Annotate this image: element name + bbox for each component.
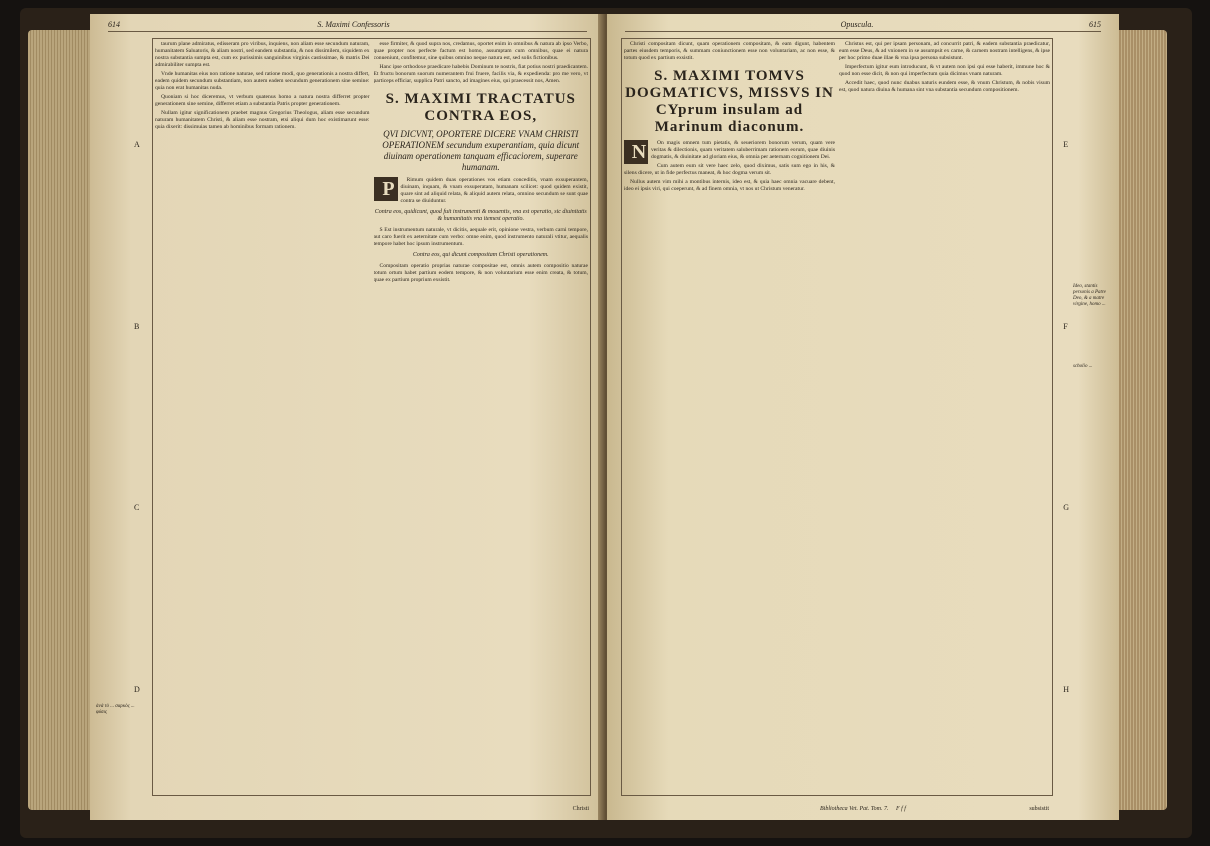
margin-letter: G bbox=[1063, 503, 1069, 513]
paragraph: Nullus autem vim mihi a montibus internis, ideo est, & quia haec omnia vacuare debent, ideo ei ipsis viri, qui coeperunt, & ad finem omnia, vt nos ut Christum veneratur. bbox=[624, 179, 835, 192]
right-page-number: 615 bbox=[1088, 20, 1101, 29]
paragraph: Compositam operatio proprias naturae compositae est, omnis autem compositio naturae totum ortum habet partium eodem tempore, & non voluntarium esse enim creata, & totum, quae ex partium proprium exsistit. bbox=[373, 263, 588, 283]
paragraph: esse firmiter, & quod supra nos, credamus, oportet enim in omnibus & natura ab ipso Verbo, quae propter nos perfecte factum est homo, assumptam cum omnibus, quae ei natura conueniunt, confitemur, sine quibus omnino neque natura est, sed solis fictionibus. bbox=[373, 41, 588, 61]
paragraph: S Est instrumentum naturale, vt dicitis, aequale erit, opinione vestra, verbum carni tempore, aut caro fuerit ex aeternitate cum verbo: omne enim, quod instrumento naturali vtitur, aequalis tempore habet hoc ipsum instrumentum. bbox=[373, 227, 588, 247]
margin-letter: C bbox=[134, 503, 140, 513]
left-catchword: Christi bbox=[572, 806, 589, 812]
section-heading: Contra eos, quidicunt, quod fuit instrumenti & mouentis, vna est operatio, sic diuinitatis & humanitatis vna itemest operatio. bbox=[374, 209, 587, 222]
right-page bbox=[607, 14, 1119, 820]
left-margin-note: ἀνὰ τὸ ... σαρκὸς ... φύσις bbox=[96, 704, 135, 715]
right-text-block bbox=[621, 38, 1053, 796]
margin-letter: F bbox=[1063, 321, 1068, 331]
paragraph: Accedit haec, quod nunc duabus naturis eundem esse, & vnum Christum, & nobis visum est, quod natura diuina & humana sint vna substantia secundum compositionem. bbox=[839, 80, 1050, 93]
right-column-1 bbox=[624, 41, 835, 793]
page-edges-left bbox=[28, 30, 90, 810]
paragraph: Imperfectum igitur eum introducunt, & vt autem non ipsi qui esse haberit, immune hoc & quod non esse dicit, & non qui imperfectum quia dicimus vnam naturam. bbox=[839, 64, 1050, 77]
paragraph: Nullam igitur significationem praebet magnus Gregorius Theologus, aliam esse secundum naturam humanitatem Christi, & aliam esse nostram, etsi aliqui dum hoc existimarunt esse: quia dixerit: dissimuias tamen ab hominibus formam rationem. bbox=[155, 110, 370, 130]
page-edges-right bbox=[1119, 30, 1167, 810]
left-column-2 bbox=[374, 41, 589, 793]
tome-title: S. MAXIMI TOMVS DOGMATICVS, MISSVS IN CYprum insulam ad Marinum diaconum. bbox=[625, 68, 834, 135]
dropcap-n: N bbox=[624, 140, 648, 164]
treatise-title: S. MAXIMI TRACTATUS CONTRA EOS, bbox=[385, 91, 576, 124]
margin-letter: E bbox=[1063, 140, 1069, 150]
right-running-head: Opuscula. bbox=[840, 20, 874, 29]
left-header bbox=[108, 20, 587, 32]
paragraph: Hanc ipse orthodoxe praedicare habebis Dominum te nostris, fiat potius nostri praedicantem. Et fructu bonorum suorum numerantem frui fruere, facilis via, & expedienda: pro me vero, vt particeps efficiar, supplica Patri sancto, ad imagines eius, qui praecessit nos, Amen. bbox=[373, 64, 588, 84]
dropcap-p: P bbox=[374, 177, 398, 201]
paragraph: Cum autem eum sit vere haec zelo, quod diximus, satis sum ego in his, & silens dicere, ut in fide perfectus maneat, & hoc dogma verum sit. bbox=[624, 163, 835, 176]
left-text-block bbox=[152, 38, 591, 796]
margin-letter: D bbox=[134, 684, 140, 694]
left-running-head: S. Maximi Confessoris bbox=[317, 20, 390, 29]
paragraph: taurum plane admiratus, edisseram pro viribus, inquiens, non aliam esse secundum naturam, humanitatem Saluatoris, & aliam nostri, sed eandem substantia, & non dissimilem, siquidem ex nostra substantia sumpta est, cum ex purissimis sanguinibus virginis castissimae, & matris Dei admirabiliter sumpta est. bbox=[155, 41, 370, 68]
margin-letter: A bbox=[134, 140, 140, 150]
left-column-1 bbox=[155, 41, 370, 793]
right-catchword: subsistit bbox=[1029, 806, 1049, 812]
signature-mark: F f f bbox=[895, 806, 906, 812]
right-header bbox=[625, 20, 1101, 32]
paragraph: P Rimum quidem duas operationes vos etiam conceditis, vnam exsuperantem, diuinam, inquam, & vnam exsuperatam, humanam scilicet: quod quidem existit, quare sint ad aliquid relata, & aliquid autem relata, omnino secundum se sunt quae contra se diuiduntur. bbox=[374, 177, 589, 205]
left-margin-letters bbox=[134, 54, 140, 780]
paragraph: Christus est, qui per ipsam personam, ad concurrit patri, & eadem substantia praedicatur, eum esse Deus, & ad vnionem in se assumpsit ex carne, & carnem nostram intelligens, & ipse per hoc primo duae illae & vna ipsa persona subsistunt. bbox=[839, 41, 1050, 61]
right-margin-note: scholio ... bbox=[1073, 364, 1093, 369]
right-column-2 bbox=[839, 41, 1050, 793]
treatise-subtitle: QVI DICVNT, OPORTERE DICERE VNAM CHRISTI OPERATIONEM secundum exuperantiam, quia dicunt diuinam operationem tanquam efficaciorem, superare humanam. bbox=[382, 129, 580, 172]
paragraph: Vnde humanitas eius non ratione naturae, sed ratione modi, quo generationis a nostra differt, eadem quidem secundum substantiam, non autem eadem secundum generationem sine semine: quia non erat humanitas nuda. bbox=[155, 71, 370, 91]
left-page bbox=[90, 14, 605, 820]
right-margin-note: Ideo, stantis personis a Patre Deo, & a matre virgine, homo ... bbox=[1073, 284, 1106, 307]
margin-letter: B bbox=[134, 321, 140, 331]
paragraph: Quoniam si hoc diceremus, vt verbum quatenus homo a natura nostra differret propter generationem sine semine, differret etiam a substantia Patris propter generationem. bbox=[155, 94, 370, 107]
paragraph: N On magis omnem tum pietatis, & seueriorem bonorum verum, quam vere veritas & dilectionis, quam veritatem saluberrimam rationem eorum, quae diuinis dogmatis, & diuinitate ad gloriam eius, & omnia per aeternam cognitionem Dei. bbox=[624, 140, 835, 161]
paragraph: Christi compositam dicunt, quam operationem compositam, & eam digunt, habentem partes eiusdem temporis, & summam coniunctionem esse non voluntariam, ac non esse, & totum quod ex partium exsistit. bbox=[624, 41, 835, 61]
left-page-number: 614 bbox=[108, 20, 120, 29]
bibliographic-line: Bibliotheca Vet. Pat. Tom. 7. bbox=[820, 806, 889, 812]
section-heading: Contra eos, qui dicunt compositam Christi operationem. bbox=[412, 252, 549, 258]
right-margin-letters bbox=[1063, 54, 1069, 780]
margin-letter: H bbox=[1063, 684, 1069, 694]
